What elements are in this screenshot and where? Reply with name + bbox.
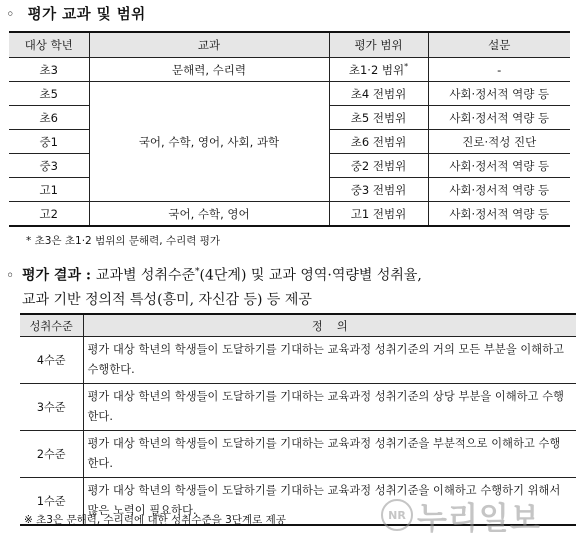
section-evaluation-results xyxy=(6,260,576,312)
watermark-text: 누리일보 xyxy=(417,500,541,537)
section2-title: 평가 결과 xyxy=(22,267,81,284)
grade-cell: 초6 xyxy=(9,106,89,130)
grade-cell: 중1 xyxy=(9,130,89,154)
section2-line2: 교과 기반 정의적 특성(흥미, 자신감 등) 등 제공 xyxy=(22,291,312,308)
section2-line1 xyxy=(6,260,576,288)
section2-colon: : xyxy=(80,267,96,284)
grade-cell: 중3 xyxy=(9,154,89,178)
subject-cell: 문해력, 수리력 xyxy=(89,58,329,82)
survey-cell: 사회·정서적 역량 등 xyxy=(428,178,570,202)
scope-cell: 초6 전범위 xyxy=(329,130,428,154)
scope-cell: 초5 전범위 xyxy=(329,106,428,130)
table-row xyxy=(9,202,570,227)
section2-desc-a: 교과별 성취수준 xyxy=(95,267,196,284)
survey-cell: 진로·적성 진단 xyxy=(428,130,570,154)
scope-table xyxy=(9,31,570,227)
table-header-row xyxy=(9,32,570,58)
survey-cell: 사회·정서적 역량 등 xyxy=(428,82,570,106)
survey-cell: 사회·정서적 역량 등 xyxy=(428,202,570,227)
header-survey: 설문 xyxy=(428,32,570,58)
table-row xyxy=(20,337,576,384)
level-cell: 1수준 xyxy=(20,478,83,526)
table-row xyxy=(9,58,570,82)
definition-cell: 평가 대상 학년의 학생들이 도달하기를 기대하는 교육과정 성취기준을 부분적으로 이해하고 수행한다. xyxy=(83,431,576,478)
scope-cell: 고1 전범위 xyxy=(329,202,428,227)
definition-cell: 평가 대상 학년의 학생들이 도달하기를 기대하는 교육과정 성취기준의 상당 부분을 이해하고 수행한다. xyxy=(83,384,576,431)
definition-cell: 평가 대상 학년의 학생들이 도달하기를 기대하는 교육과정 성취기준의 거의 모든 부분을 이해하고 수행한다. xyxy=(83,337,576,384)
merged-subject-cell: 국어, 수학, 영어, 사회, 과학 xyxy=(89,82,329,202)
watermark-logo-icon: NR xyxy=(381,499,413,531)
definition-cell: 평가 대상 학년의 학생들이 도달하기를 기대하는 교육과정 성취기준을 이해하고 수행하기 위해서 많은 노력이 필요하다. xyxy=(83,478,576,526)
table-row xyxy=(20,431,576,478)
scope-cell: 중2 전범위 xyxy=(329,154,428,178)
survey-cell: 사회·정서적 역량 등 xyxy=(428,106,570,130)
scope-cell: 중3 전범위 xyxy=(329,178,428,202)
grade-cell: 초3 xyxy=(9,58,89,82)
table-row xyxy=(9,82,570,106)
section-title-evaluation-scope xyxy=(6,3,146,23)
grade-cell: 초5 xyxy=(9,82,89,106)
level-cell: 2수준 xyxy=(20,431,83,478)
scope-cell: 초4 전범위 xyxy=(329,82,428,106)
grade-cell: 고1 xyxy=(9,178,89,202)
subject-cell: 국어, 수학, 영어 xyxy=(89,202,329,227)
level-cell: 4수준 xyxy=(20,337,83,384)
scope-cell: 초1·2 범위* xyxy=(329,58,428,82)
header-subject: 교과 xyxy=(89,32,329,58)
grade-cell: 고2 xyxy=(9,202,89,227)
survey-cell: - xyxy=(428,58,570,82)
section-title-text: 평가 교과 및 범위 xyxy=(27,6,146,23)
footnote-levels: ※ 초3은 문해력, 수리력에 대한 성취수준을 3단계로 제공 xyxy=(24,514,286,526)
table-row xyxy=(20,384,576,431)
header-level: 성취수준 xyxy=(20,314,83,337)
watermark xyxy=(381,490,577,540)
header-scope: 평가 범위 xyxy=(329,32,428,58)
footnote-scope: * 초3은 초1·2 범위의 문해력, 수리력 평가 xyxy=(26,235,220,247)
header-definition: 정 의 xyxy=(83,314,576,337)
survey-cell: 사회·정서적 역량 등 xyxy=(428,154,570,178)
bullet-icon: ◦ xyxy=(6,6,16,23)
footnote-mark: * xyxy=(404,61,409,71)
table-header-row xyxy=(20,314,576,337)
level-cell: 3수준 xyxy=(20,384,83,431)
section2-desc-b: (4단계) 및 교과 영역·역량별 성취율, xyxy=(199,267,422,284)
header-grade: 대상 학년 xyxy=(9,32,89,58)
bullet-icon: ◦ xyxy=(6,267,15,284)
footnote-mark: * xyxy=(195,267,200,277)
